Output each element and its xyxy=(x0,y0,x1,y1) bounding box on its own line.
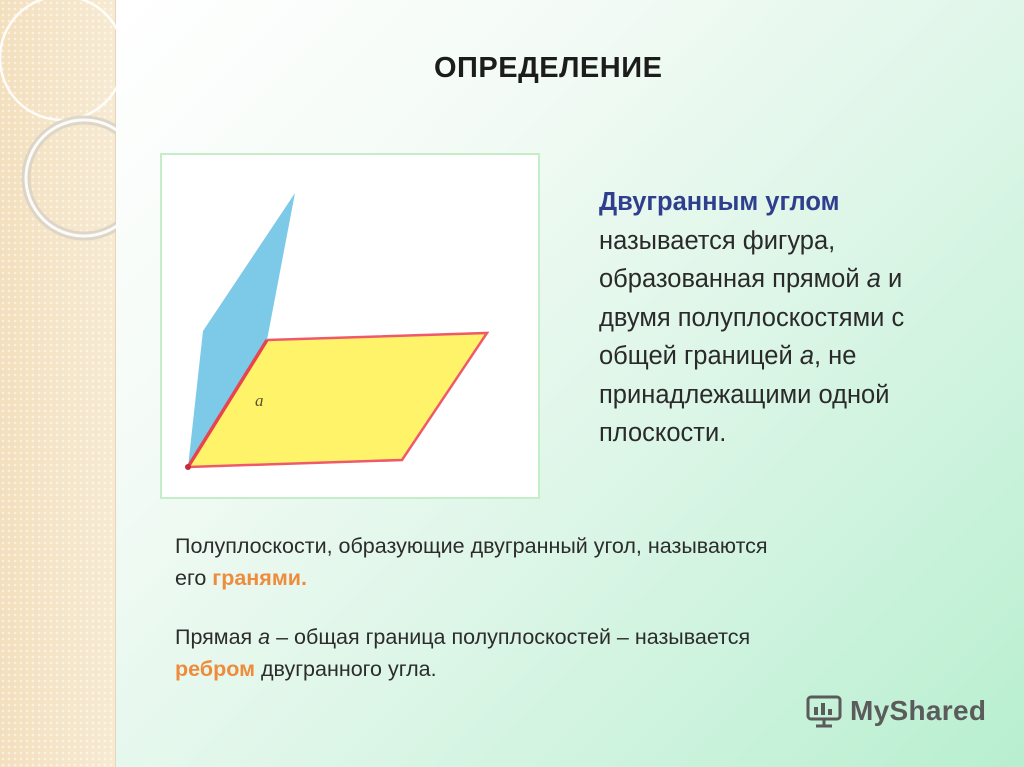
definition-line: плоскости. xyxy=(599,419,727,447)
edge-label: a xyxy=(255,391,264,410)
slide-title: ОПРЕДЕЛЕНИЕ xyxy=(434,52,663,84)
paragraph-line: Полуплоскости, образующие двугранный угол, называются xyxy=(175,534,768,558)
edge-paragraph xyxy=(175,621,915,685)
faces-term: гранями. xyxy=(212,566,307,590)
definition-line: принадлежащими одной xyxy=(599,380,890,409)
definition-line: двумя полуплоскостями с xyxy=(599,303,905,332)
variable-a: a xyxy=(258,625,271,649)
myshared-watermark xyxy=(804,690,986,732)
variable-a: a xyxy=(866,265,881,293)
definition-line: общей границей a, не xyxy=(599,342,857,370)
definition-line: называется фигура, xyxy=(599,226,836,255)
edge-term: ребром xyxy=(175,657,255,681)
paragraph-line: Прямая a – общая граница полуплоскостей – называется xyxy=(175,625,751,649)
definition-line: образованная прямой a и xyxy=(599,265,903,293)
dihedral-angle-drawing xyxy=(162,155,538,497)
edge-endpoint xyxy=(185,464,191,470)
definition-text xyxy=(599,183,999,453)
myshared-logo-text: MyShared xyxy=(850,695,987,726)
definition-term: Двугранным углом xyxy=(599,188,840,216)
faces-paragraph xyxy=(175,530,915,594)
paragraph-line: ребром двугранного угла. xyxy=(175,657,437,681)
variable-a: a xyxy=(799,342,814,370)
dihedral-angle-figure xyxy=(160,153,540,499)
paragraph-line: его гранями. xyxy=(175,566,307,590)
myshared-logo-icon xyxy=(804,691,844,731)
